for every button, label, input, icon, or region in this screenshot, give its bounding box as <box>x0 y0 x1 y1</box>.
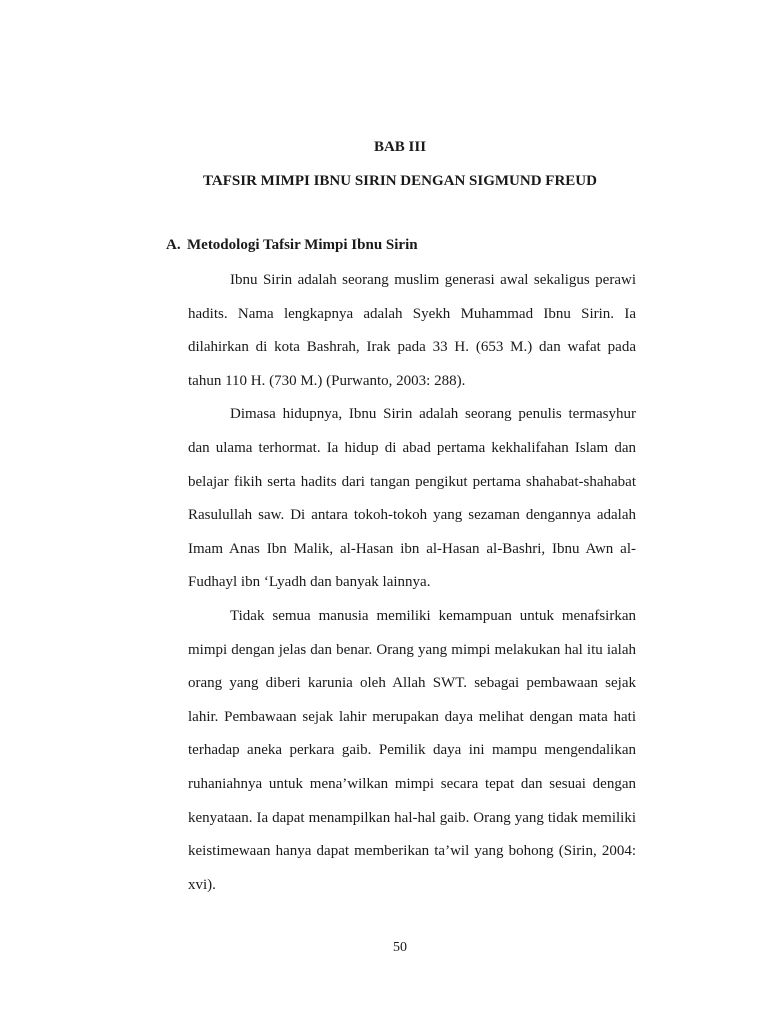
paragraph: Dimasa hidupnya, Ibnu Sirin adalah seorang penulis termasyhur dan ulama terhormat. Ia hidup di abad pertama kekhalifahan Islam dan belajar fikih serta hadits dari tangan pengikut pertama shahabat-shahabat Rasulullah saw. Di antara tokoh-tokoh yang sezaman dengannya adalah Imam Anas Ibn Malik, al-Hasan ibn al-Hasan al-Bashri, Ibnu Awn al-Fudhayl ibn ‘Lyadh dan banyak lainnya. <box>188 406 636 591</box>
section-heading-text: Metodologi Tafsir Mimpi Ibnu Sirin <box>187 237 418 253</box>
chapter-heading: BAB III <box>373 139 427 155</box>
body-text <box>188 264 636 902</box>
chapter-title: TAFSIR MIMPI IBNU SIRIN DENGAN SIGMUND FREUD <box>203 173 597 189</box>
page-number: 50 <box>393 940 407 955</box>
paragraph: Ibnu Sirin adalah seorang muslim generasi awal sekaligus perawi hadits. Nama lengkapnya adalah Syekh Muhammad Ibnu Sirin. Ia dilahirkan di kota Bashrah, Irak pada 33 H. (653 M.) dan wafat pada tahun 110 H. (730 M.) (Purwanto, 2003: 288). <box>188 272 636 389</box>
section-letter: A. <box>166 237 181 253</box>
section-heading <box>166 237 418 254</box>
paragraph: Tidak semua manusia memiliki kemampuan untuk menafsirkan mimpi dengan jelas dan benar. Orang yang mimpi melakukan hal itu ialah orang yang diberi karunia oleh Allah SWT. sebagai pembawaan sejak lahir. Pembawaan sejak lahir merupakan daya melihat dengan mata hati terhadap aneka perkara gaib. Pemilik daya ini mampu mengendalikan ruhaniahnya untuk mena’wilkan mimpi secara tepat dan sesuai dengan kenyataan. Ia dapat menampilkan hal-hal gaib. Orang yang tidak memiliki keistimewaan hanya dapat memberikan ta’wil yang bohong (Sirin, 2004: xvi). <box>188 607 636 893</box>
